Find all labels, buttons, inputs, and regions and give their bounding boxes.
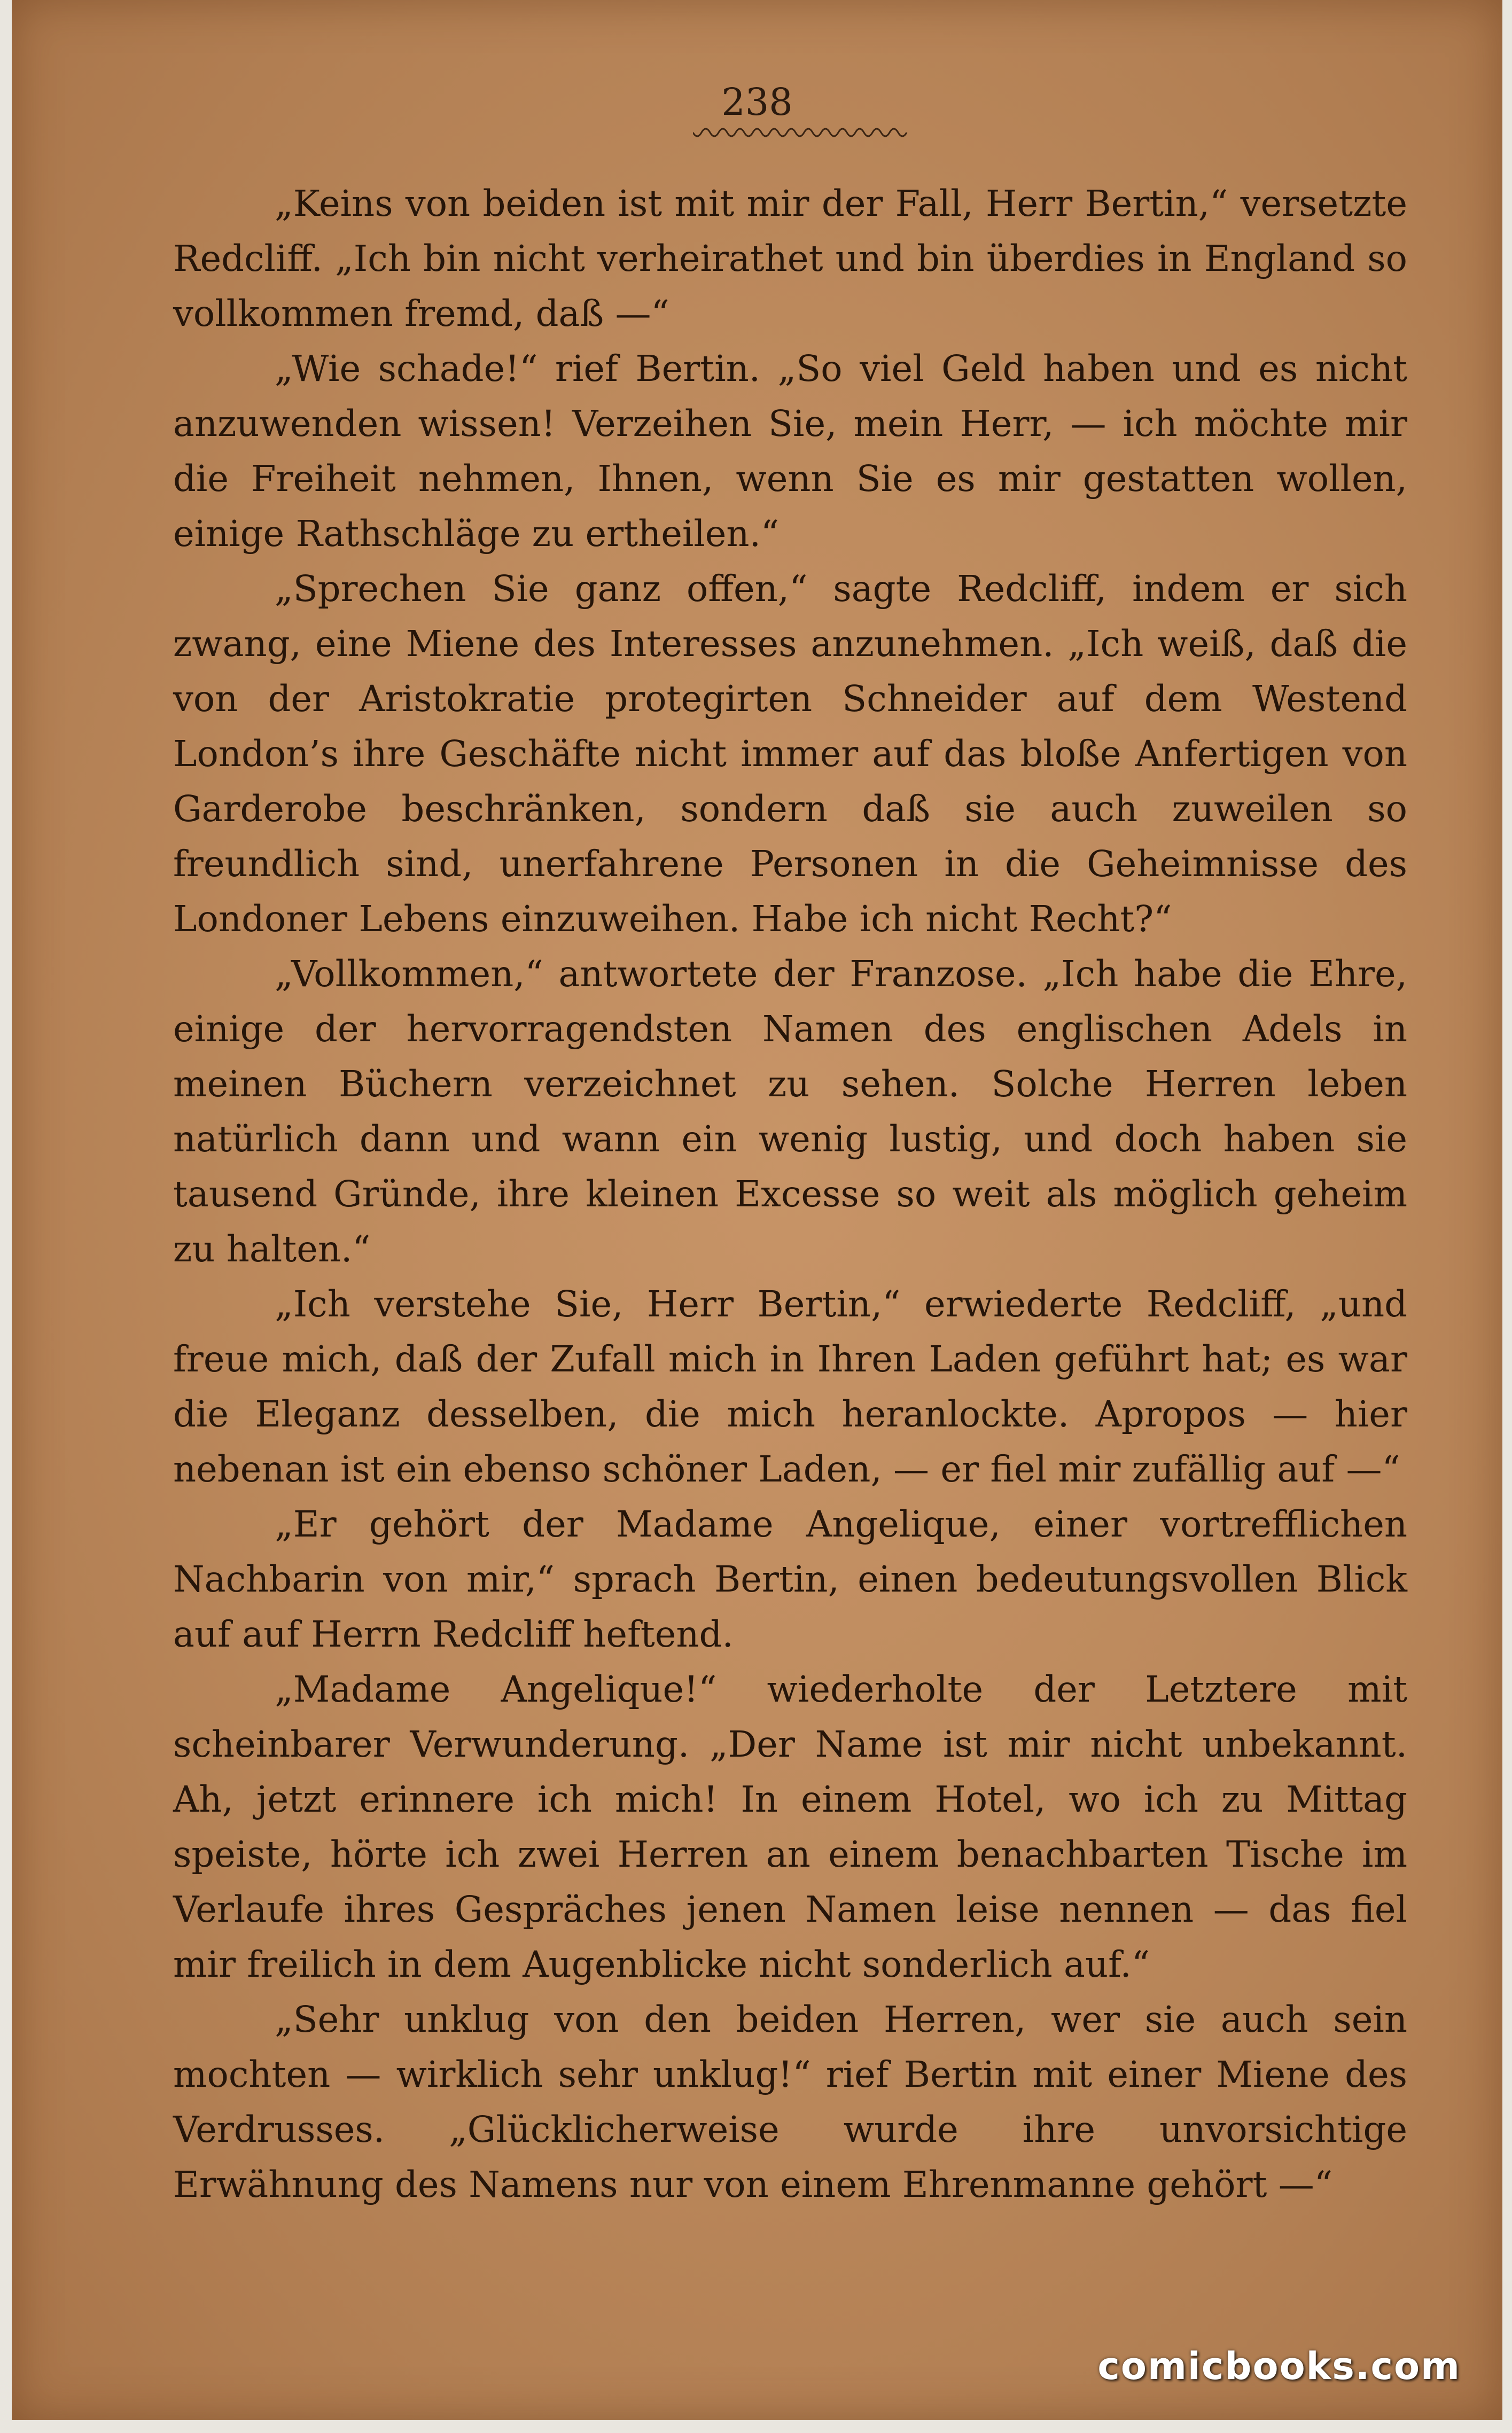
- watermark: comicbooks.com: [1097, 2344, 1461, 2388]
- paragraph: „Vollkommen,“ antwortete der Franzose. „Ich habe die Ehre, einige der hervorragendsten Namen des englischen Adels in meinen Büchern verzeichnet zu sehen. Solche Herren leben natürlich dann und wann ein wenig lustig, und doch haben sie tausend Gründe, ihre kleinen Excesse so weit als möglich geheim zu halten.“: [173, 953, 1407, 1270]
- paragraph: „Er gehört der Madame Angelique, einer vortrefflichen Nachbarin von mir,“ sprach Bertin, einen bedeutungsvollen Blick auf auf Herrn Redcliff heftend.: [173, 1503, 1407, 1655]
- paragraph: „Ich verstehe Sie, Herr Bertin,“ erwiederte Redcliff, „und freue mich, daß der Zufall mich in Ihren Laden geführt hat; es war die Eleganz desselben, die mich heranlockte. Apropos — hier nebenan ist ein ebenso schöner Laden, — er fiel mir zufällig auf —“: [173, 1283, 1407, 1490]
- paragraph: „Sehr unklug von den beiden Herren, wer sie auch sein mochten — wirklich sehr unklug!“ rief Bertin mit einer Miene des Verdrusses. „Glücklicherweise wurde ihre unvorsichtige Erwähnung des Namens nur von einem Ehrenmanne gehört —“: [173, 1999, 1407, 2205]
- paragraph: „Keins von beiden ist mit mir der Fall, Herr Bertin,“ versetzte Redcliff. „Ich bin nicht verheirathet und bin überdies in England so vollkommen fremd, daß —“: [173, 183, 1407, 334]
- paragraph: „Madame Angelique!“ wiederholte der Letztere mit scheinbarer Verwunderung. „Der Name ist mir nicht unbekannt. Ah, jetzt erinnere ich mich! In einem Hotel, wo ich zu Mittag speiste, hörte ich zwei Herren an einem benachbarten Tische im Verlaufe ihres Gespräches jenen Namen leise nennen — das fiel mir freilich in dem Augenblicke nicht sonderlich auf.“: [173, 1668, 1407, 1985]
- body-text: [173, 176, 1407, 2212]
- book-page: [12, 0, 1502, 2420]
- header-ornament: [693, 127, 912, 143]
- page-number: 238: [721, 80, 793, 124]
- paragraph: „Wie schade!“ rief Bertin. „So viel Geld haben und es nicht anzuwenden wissen! Verzeihen Sie, mein Herr, — ich möchte mir die Freiheit nehmen, Ihnen, wenn Sie es mir gestatten wollen, einige Rathschläge zu ertheilen.“: [173, 348, 1407, 555]
- paragraph: „Sprechen Sie ganz offen,“ sagte Redcliff, indem er sich zwang, eine Miene des Interesses anzunehmen. „Ich weiß, daß die von der Aristokratie protegirten Schneider auf dem Westend London’s ihre Geschäfte nicht immer auf das bloße Anfertigen von Garderobe beschränken, sondern daß sie auch zuweilen so freundlich sind, unerfahrene Personen in die Geheimnisse des Londoner Lebens einzuweihen. Habe ich nicht Recht?“: [173, 568, 1407, 940]
